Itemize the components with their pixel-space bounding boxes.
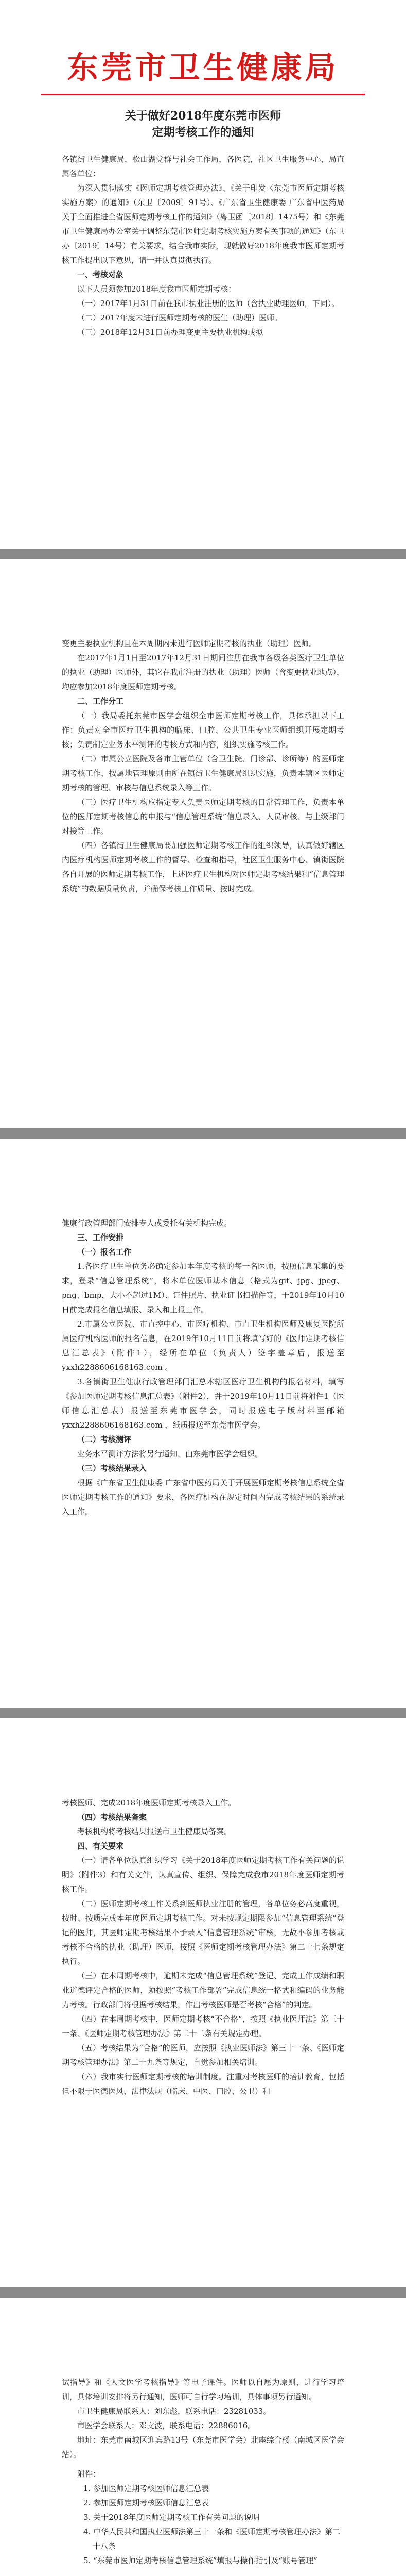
registration-item-1: 1.各医疗卫生单位务必确定参加本年度考核的每一名医师，按照信息采集的要求，登录“信息管理系统”，将本单位医师基本信息（格式为gif、jpg、jpeg、png、bmp，大小不超过1M）、证件照片、执业证书扫描件等，于2019年10月10日前完成报名信息填报、录入和上报工作。 xyxy=(62,1262,344,1314)
continued-paragraph: 变更主要执业机构且在本周期内未进行医师定期考核的执业（助理）医师。 xyxy=(62,639,317,648)
document-page-2 xyxy=(0,559,406,1128)
division-item-2: （二）市属公立医院及各市主管单位（含卫生院、门诊部、诊所等）的医师定期考核工作，按属地管理原则由所在镇街卫生健康局组织实施，负责本辖区医师定期考核的管理、审核与信息系统录入等工作。 xyxy=(62,754,344,792)
salutation: 各镇街卫生健康局，松山湖党群与社会工作局，各医院，社区卫生服务中心，局直属各单位： xyxy=(62,155,344,178)
document-page-5 xyxy=(0,2298,406,2576)
continued-paragraph: 试指导》和《人文医学考核指导》等电子课件。医师以自愿为原则，进行学习培训，具体培训安排将另行通知，医师可自行学习培训，具体事项另行通知。 xyxy=(62,2378,344,2401)
registration-item-3: 3.各镇街卫生健康行政管理部门汇总本辖区医疗卫生机构的报名材料，填写《参加医师定期考核信息汇总表》（附件2），并于2019年10月11日前将附件1（医师信息汇总表）报送至东莞市医学会，同时报送电子版材料至邮箱 yxxh2288606168163.com ，纸质报送至东莞市医学会。 xyxy=(62,1377,344,1430)
letterhead: 东莞市卫生健康局 xyxy=(67,50,339,86)
page-top-margin xyxy=(62,559,344,636)
attachment-item: 4. 中华人民共和国执业医师法第三十一条和《医师定期考核管理办法》第二十八条 xyxy=(83,2527,341,2551)
document-page-1 xyxy=(0,0,406,549)
continued-paragraph: 健康行政管理部门安排专人或委托有关机构完成。 xyxy=(62,1218,232,1228)
division-item-1: （一）我局委托东莞市医学会组织全市医师定期考核工作，具体承担以下工作：负责对全市医疗卫生机构的临床、口腔、公共卫生专业医师组织开展定期考核；负责制定业务水平测评的考核方式和内容，组织实施考核工作。 xyxy=(62,711,344,749)
title-line-2: 定期考核工作的通知 xyxy=(152,126,254,139)
section-heading-requirements: 四、有关要求 xyxy=(77,1841,124,1851)
section-heading-division: 二、工作分工 xyxy=(77,697,124,706)
object-item-1: （一）2017年1月31日前在我市执业注册的医师（含执业助理医师，下同）。 xyxy=(77,299,340,308)
page-top-margin xyxy=(62,1139,344,1216)
subheading-assessment: （二）考核测评 xyxy=(77,1435,132,1444)
requirement-item-4: （四）在本周期考核中，医师定期考核“不合格”，按照《执业医师法》第三十一条、《医师定期考核管理办法》第二十二条有关规定办理。 xyxy=(62,2014,344,2038)
division-item-4: （四）各镇街卫生健康局要加强医师定期考核工作的组织领导，认真做好辖区内医疗机构医师定期考核工作的督导、检查和指导，社区卫生服务中心、镇街医院各自开展的医师定期考核工作，上述医疗卫生机构对医师定期考核结果和“信息管理系统”的数据质量负责，并确保考核工作质量、按时完成。 xyxy=(62,841,344,893)
requirement-item-2: （二）医师定期考核工作关系到医师执业注册的管理，各单位务必高度重视，按时、按质完成本年度医师定期考核工作。对未按规定期限参加“信息管理系统”登记的医师，其医师定期考核结果不予录入“信息管理系统”审核，无故不参加考核或考核不合格的执业（助理）医师，按照《医师定期考核管理办法》第二十七条规定执行。 xyxy=(62,1899,344,1966)
section-heading-arrangement: 三、工作安排 xyxy=(77,1233,124,1242)
subheading-filing: （四）考核结果备案 xyxy=(77,1812,147,1822)
assessment-paragraph: 业务水平测评方法将另行通知，由东莞市医学会组织。 xyxy=(77,1449,263,1459)
registration-item-2: 2.市属公立医院、市直控中心、市医疗机构、市直卫生机构医师及康复医院所属医疗机构医师的报名信息，在2019年10月11日前将填写好的《医师定期考核信息汇总表》（附件1），经所在单位（负责人）签字盖章后，报送至 yxxh2288606168163.com 。 xyxy=(62,1319,344,1372)
object-item-2: （二）2017年度未进行医师定期考核的医生（助理）医师。 xyxy=(77,313,283,323)
title-line-1: 关于做好2018年度东莞市医师 xyxy=(125,109,281,123)
contact-health-bureau: 市卫生健康局联系人：刘东彪，联系电话：23281033。 xyxy=(77,2406,271,2416)
filing-paragraph: 考核机构将考核结果报送市卫生健康局备案。 xyxy=(77,1827,232,1836)
continued-paragraph: 考核医师、完成2018年度医师定期考核录入工作。 xyxy=(62,1798,236,1807)
page-top-margin xyxy=(62,2298,344,2375)
attachment-item: 1. 参加医师定期考核医师信息汇总表 xyxy=(83,2484,209,2493)
letterhead-divider xyxy=(41,94,365,95)
contact-address: 地址：东莞市南城区迎宾路13号（东莞市医学会）北座综合楼（南城区医学会站）。 xyxy=(62,2435,344,2459)
intro-paragraph: 为深入贯彻落实《医师定期考核管理办法》、《关于印发〈东莞市医师定期考核实施方案〉的通知》（东卫〔2009〕91号）、《广东省卫生健康委 广东省中医药局关于全面推进全省医师定期考核工作的通知》（粤卫函〔2018〕1475号）和《东莞市卫生健康局办公室关于调整东莞市医师定期考核实施方案有关事项的通知》（东卫办〔2019〕14号）有关要求，结合我市实际，现就做好2018年度我市医师定期考核工作提出以下意见，请一并认真贯彻执行。 xyxy=(62,183,344,265)
subheading-registration: （一）报名工作 xyxy=(77,1247,132,1257)
objects-intro: 以下人员须参加2018年度我市医师定期考核： xyxy=(77,284,236,294)
page-top-margin xyxy=(62,1718,344,1795)
contact-medical-association: 市医学会联系人：邓文波，联系电话：22886016。 xyxy=(77,2421,256,2430)
attachments-heading: 附件： xyxy=(77,2469,101,2479)
note-paragraph: 在2017年1月1日至2017年12月31日期间注册在我市各级各类医疗卫生单位的执业（助理）医师外，其它在我市注册的执业（助理）医师（含变更执业地点），均应参加2018年度医师定期考核。 xyxy=(62,653,344,691)
result-entry-paragraph: 根据《广东省卫生健康委 广东省中医药局关于开展医师定期考核信息系统全省医师定期考核工作的通知》要求，各医疗机构在规定时间内完成考核结果的系统录入工作。 xyxy=(62,1478,344,1516)
subheading-result-entry: （三）考核结果录入 xyxy=(77,1464,147,1473)
object-item-3: （三）2018年12月31日前办理变更主要执业机构或拟 xyxy=(77,328,263,337)
attachment-item: 2. 参加医师定期考核医师信息汇总表 xyxy=(83,2498,209,2507)
document-page-3 xyxy=(0,1139,406,1708)
document-title xyxy=(62,108,344,141)
document-page-4 xyxy=(0,1718,406,2287)
attachment-item: 5. “东莞市医师定期考核信息管理系统”填报与操作指引及“账号管理” xyxy=(83,2556,317,2565)
requirement-item-1: （一）请各单位认真组织学习《关于2018年度医师定期考核工作有关问题的说明》（附件3）和有关文件，认真宣传、组织、保障完成我市2018年度医师定期考核工作。 xyxy=(62,1856,344,1894)
requirement-item-6: （六）我市实行医师定期考核的培训制度。注重对考核医师的培训教育，包括但不限于医德医风、法律法规（临床、中医、口腔、公卫）和 xyxy=(62,2072,344,2096)
requirement-item-5: （五）考核结果为“合格”的医师，应按照《执业医师法》第三十一条、《医师定期考核管理办法》第二十九条等规定，自觉参加相关培训。 xyxy=(62,2043,344,2067)
attachment-item: 3. 关于2018年度医师定期考核工作有关问题的说明 xyxy=(83,2513,260,2522)
requirement-item-3: （三）在本周期考核中，逾期未完成“信息管理系统”登记、完成工作成绩和职业道德评定合格的医师，须按照“考核工作部署”完成信息统一格式和编码的业务能力考核。行政部门将根据考核结果，作出考核医师是否考核“合格”的判定。 xyxy=(62,1971,344,2009)
division-item-3: （三）医疗卫生机构应指定专人负责医师定期考核的日常管理工作，负责本单位的医师定期考核信息的申报与“信息管理系统”信息录入、人员审核、与上级部门对接等工作。 xyxy=(62,798,344,836)
section-heading-objects: 一、考核对象 xyxy=(77,270,124,279)
